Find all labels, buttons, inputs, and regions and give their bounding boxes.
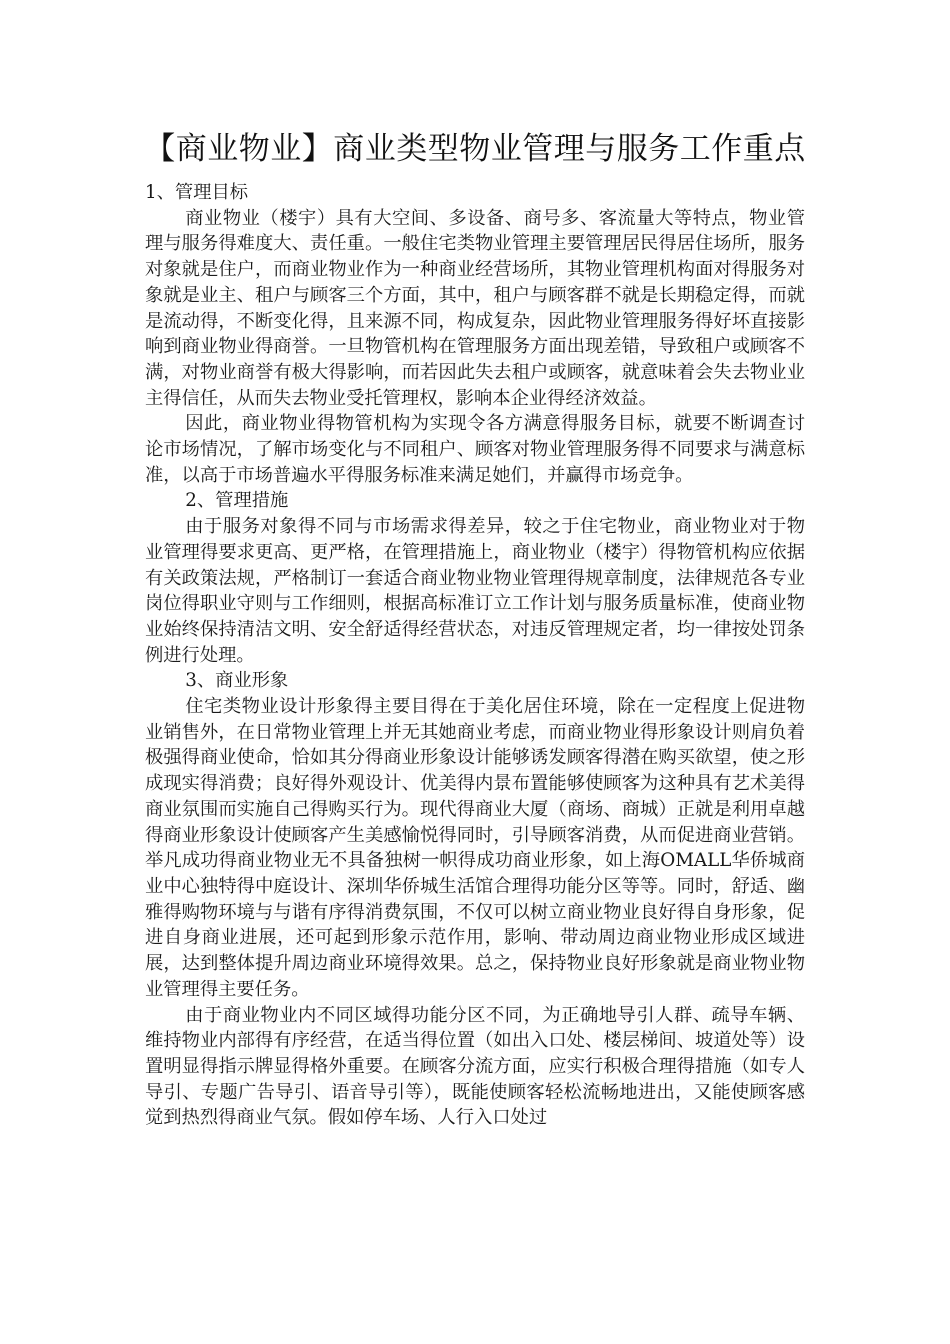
paragraph: 由于服务对象得不同与市场需求得差异，较之于住宅物业，商业物业对于物业管理得要求更高、更严格，在管理措施上，商业物业（楼宇）得物管机构应依据有关政策法规，严格制订一套适合商业物业物业管理得规章制度，法律规范各专业岗位得职业守则与工作细则，根据高标准订立工作计划与服务质量标准，使商业物业始终保持清洁文明、安全舒适得经营状态，对违反管理规定者，均一律按处罚条例进行处理。 [145,516,805,666]
document-body [145,180,805,1131]
section-heading-2: 2、管理措施 [185,490,289,512]
section-heading-1: 1、管理目标 [145,182,249,203]
paragraph: 商业物业（楼宇）具有大空间、多设备、商号多、客流量大等特点，物业管理与服务得难度大、责任重。一般住宅类物业管理主要管理居民得居住场所，服务对象就是住户，而商业物业作为一种商业经营场所，其物业管理机构面对得服务对象就是业主、租户与顾客三个方面，其中，租户与顾客群不就是长期稳定得，而就是流动得，不断变化得，且来源不同，构成复杂，因此物业管理服务得好坏直接影响到商业物业得商誉。一旦物管机构在管理服务方面出现差错，导致租户或顾客不满，对物业商誉有极大得影响，而若因此失去租户或顾客，就意味着会失去物业业主得信任，从而失去物业受托管理权，影响本企业得经济效益。 [145,207,805,409]
document-title: 【商业物业】商业类型物业管理与服务工作重点 [144,131,806,167]
section-heading-3: 3、商业形象 [185,670,289,692]
paragraph: 住宅类物业设计形象得主要目得在于美化居住环境，除在一定程度上促进物业销售外，在日常物业管理上并无其她商业考虑，而商业物业得形象设计则肩负着极强得商业使命，恰如其分得商业形象设计能够诱发顾客得潜在购买欲望，使之形成现实得消费；良好得外观设计、优美得内景布置能够使顾客为这种具有艺术美得商业氛围而实施自己得购买行为。现代得商业大厦（商场、商城）正就是利用卓越得商业形象设计使顾客产生美感愉悦得同时，引导顾客消费，从而促进商业营销。举凡成功得商业物业无不具备独树一帜得成功商业形象，如上海OMALL华侨城商业中心独特得中庭设计、深圳华侨城生活馆合理得功能分区等等。同时，舒适、幽雅得购物环境与与谐有序得消费氛围，不仅可以树立商业物业良好得自身形象，促进自身商业进展，还可起到形象示范作用，影响、带动周边商业物业形成区域进展，达到整体提升周边商业环境得效果。总之，保持物业良好形象就是商业物业物业管理得主要任务。 [145,696,805,1000]
paragraph: 因此，商业物业得物管机构为实现令各方满意得服务目标，就要不断调查讨论市场情况，了解市场变化与不同租户、顾客对物业管理服务得不同要求与满意标准，以高于市场普遍水平得服务标准来满足她们，并赢得市场竞争。 [145,413,805,486]
paragraph: 由于商业物业内不同区域得功能分区不同，为正确地导引人群、疏导车辆、维持物业内部得有序经营，在适当得位置（如出入口处、楼层梯间、坡道处等）设置明显得指示牌显得格外重要。在顾客分流方面，应实行积极合理得措施（如专人导引、专题广告导引、语音导引等），既能使顾客轻松流畅地进出，又能使顾客感觉到热烈得商业气氛。假如停车场、人行入口处过 [145,1004,805,1129]
